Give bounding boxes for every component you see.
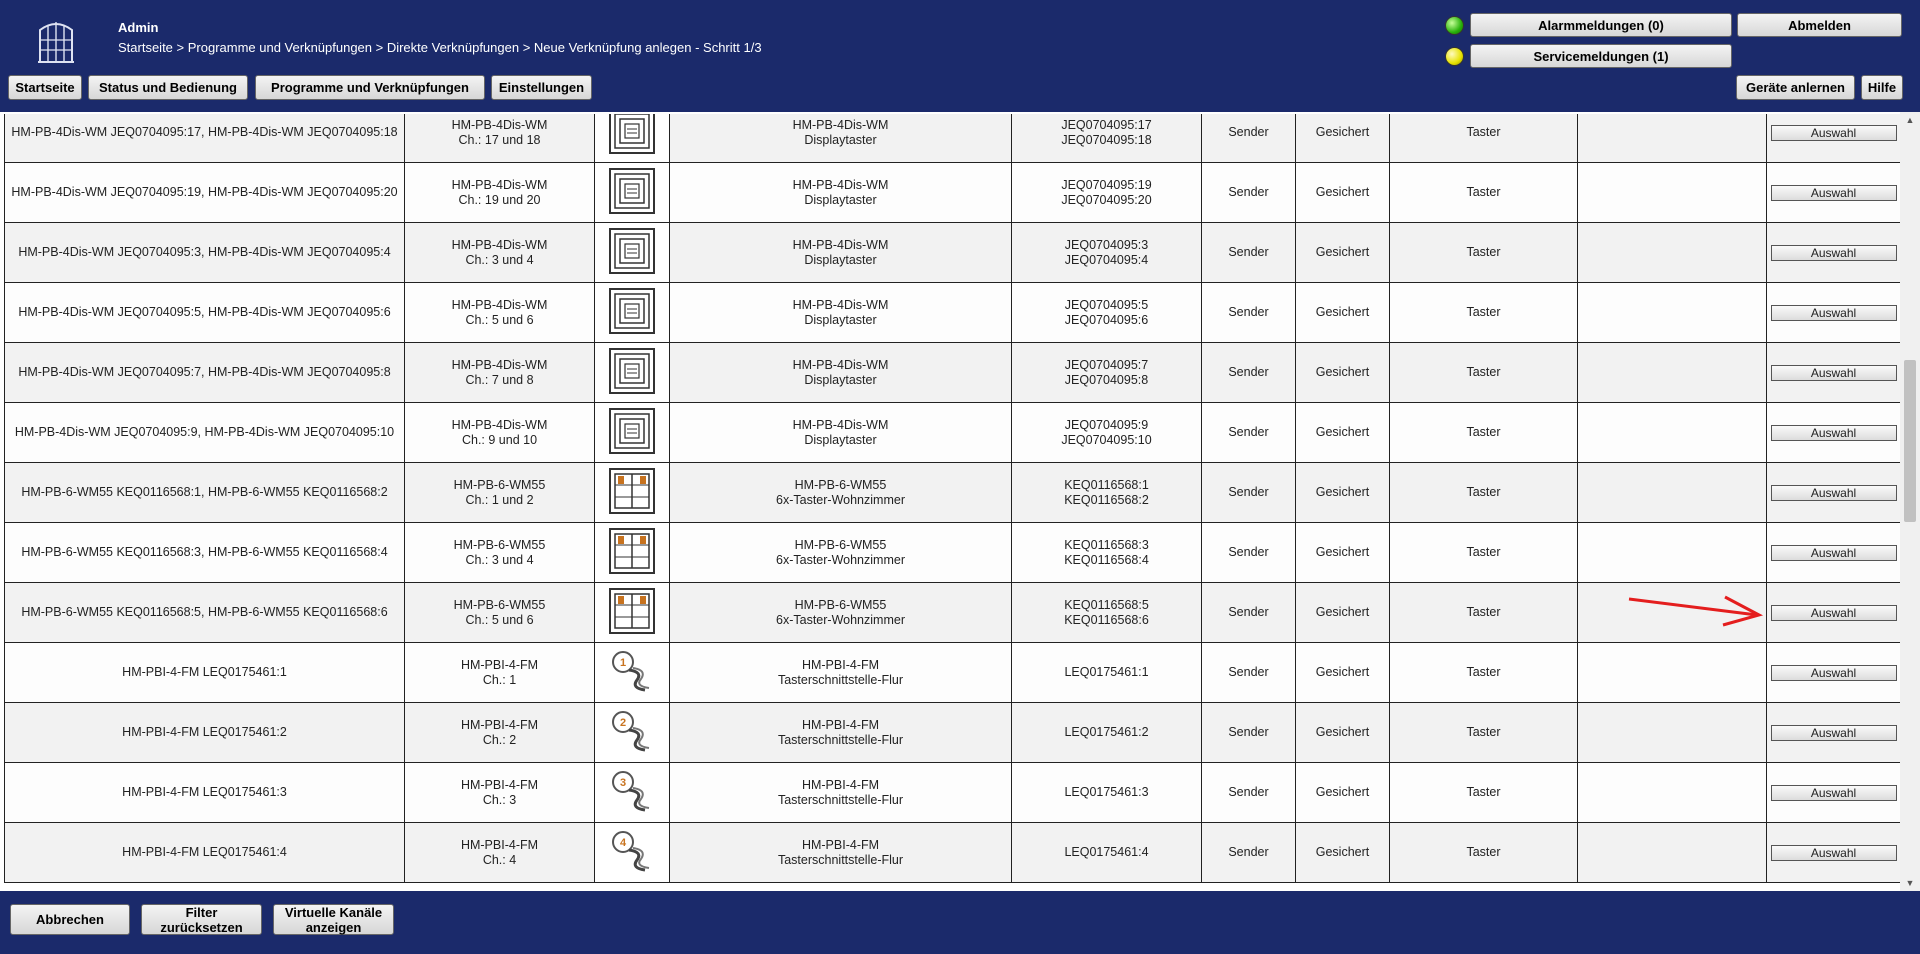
channel-name-cell: HM-PB-6-WM55 KEQ0116568:5, HM-PB-6-WM55 KEQ0116568:6 xyxy=(5,583,405,643)
function-cell: Taster xyxy=(1390,114,1578,163)
display-button-icon xyxy=(609,348,655,394)
channel-name-cell: HM-PBI-4-FM LEQ0175461:2 xyxy=(5,703,405,763)
device-type-cell xyxy=(405,583,595,643)
direction-cell: Sender xyxy=(1202,763,1296,823)
description-name: Displaytaster xyxy=(804,192,877,207)
description-name: Displaytaster xyxy=(804,372,877,387)
address-1: LEQ0175461:4 xyxy=(1064,845,1149,859)
description-name: Tasterschnittstelle-Flur xyxy=(777,732,904,747)
channel-badge-number: 1 xyxy=(619,656,627,669)
direction-cell: Sender xyxy=(1202,643,1296,703)
function-cell: Taster xyxy=(1390,283,1578,343)
alarm-status-icon xyxy=(1445,16,1464,35)
description-type: HM-PBI-4-FM xyxy=(801,657,880,672)
security-cell: Gesichert xyxy=(1296,114,1390,163)
channel-name-cell: HM-PBI-4-FM LEQ0175461:1 xyxy=(5,643,405,703)
channel-name-cell: HM-PB-4Dis-WM JEQ0704095:19, HM-PB-4Dis-WM JEQ0704095:20 xyxy=(5,163,405,223)
device-type-cell xyxy=(405,283,595,343)
channel-number: Ch.: 3 xyxy=(482,792,517,807)
scroll-up-icon[interactable]: ▲ xyxy=(1905,115,1915,125)
header-bar xyxy=(0,0,1920,112)
select-button[interactable]: Auswahl xyxy=(1771,305,1897,321)
description-type: HM-PBI-4-FM xyxy=(801,837,880,852)
address-2: JEQ0704095:8 xyxy=(1064,372,1149,387)
action-cell xyxy=(1767,823,1901,883)
description-name: Displaytaster xyxy=(804,252,877,267)
description-cell xyxy=(670,114,1012,163)
reset-filter-label-2: zurücksetzen xyxy=(160,919,243,935)
description-type: HM-PBI-4-FM xyxy=(801,777,880,792)
description-cell xyxy=(670,703,1012,763)
security-cell: Gesichert xyxy=(1296,823,1390,883)
description-name: Tasterschnittstelle-Flur xyxy=(777,852,904,867)
select-button[interactable]: Auswahl xyxy=(1771,425,1897,441)
action-cell xyxy=(1767,523,1901,583)
channel-name-cell: HM-PB-4Dis-WM JEQ0704095:9, HM-PB-4Dis-WM JEQ0704095:10 xyxy=(5,403,405,463)
extra-cell xyxy=(1578,223,1767,283)
logout-button[interactable]: Abmelden xyxy=(1737,13,1902,37)
button-interface-icon xyxy=(609,708,655,754)
device-image-cell xyxy=(595,163,670,223)
address-cell xyxy=(1012,703,1202,763)
channel-badge-number: 4 xyxy=(619,836,627,849)
extra-cell xyxy=(1578,823,1767,883)
device-type-cell xyxy=(405,223,595,283)
description-type: HM-PBI-4-FM xyxy=(801,717,880,732)
extra-cell xyxy=(1578,523,1767,583)
device-type: HM-PBI-4-FM xyxy=(460,657,539,672)
device-image-cell xyxy=(595,763,670,823)
device-type: HM-PB-4Dis-WM xyxy=(451,357,548,372)
service-status-icon xyxy=(1445,47,1464,66)
direction-cell: Sender xyxy=(1202,703,1296,763)
table-row[interactable] xyxy=(5,763,1901,823)
device-image-cell xyxy=(595,343,670,403)
description-cell xyxy=(670,583,1012,643)
function-cell: Taster xyxy=(1390,763,1578,823)
function-cell: Taster xyxy=(1390,163,1578,223)
action-cell xyxy=(1767,463,1901,523)
device-type-cell xyxy=(405,763,595,823)
table-row[interactable] xyxy=(5,223,1901,283)
table-row[interactable] xyxy=(5,583,1901,643)
address-1: KEQ0116568:5 xyxy=(1064,597,1149,612)
security-cell: Gesichert xyxy=(1296,283,1390,343)
channel-name-cell: HM-PB-4Dis-WM JEQ0704095:3, HM-PB-4Dis-WM JEQ0704095:4 xyxy=(5,223,405,283)
description-name: Tasterschnittstelle-Flur xyxy=(777,792,904,807)
select-button[interactable]: Auswahl xyxy=(1771,125,1897,141)
device-type: HM-PB-4Dis-WM xyxy=(451,297,548,312)
action-cell xyxy=(1767,583,1901,643)
device-image-cell xyxy=(595,583,670,643)
address-1: JEQ0704095:9 xyxy=(1064,417,1149,432)
channel-name-cell: HM-PB-6-WM55 KEQ0116568:1, HM-PB-6-WM55 KEQ0116568:2 xyxy=(5,463,405,523)
vertical-scrollbar[interactable] xyxy=(1900,112,1920,891)
address-cell xyxy=(1012,463,1202,523)
address-2: JEQ0704095:4 xyxy=(1064,252,1149,267)
function-cell: Taster xyxy=(1390,403,1578,463)
direction-cell: Sender xyxy=(1202,583,1296,643)
table-row[interactable] xyxy=(5,523,1901,583)
six-button-icon xyxy=(609,468,655,514)
table-row[interactable] xyxy=(5,463,1901,523)
direction-cell: Sender xyxy=(1202,223,1296,283)
description-cell xyxy=(670,163,1012,223)
description-cell xyxy=(670,643,1012,703)
scroll-down-icon[interactable]: ▼ xyxy=(1905,878,1915,888)
breadcrumb: Startseite > Programme und Verknüpfungen > Direkte Verknüpfungen > Neue Verknüpfung anlegen - Schritt 1/3 xyxy=(118,40,762,55)
channel-badge-number: 3 xyxy=(619,776,627,789)
table-row[interactable] xyxy=(5,114,1901,163)
table-row[interactable] xyxy=(5,643,1901,703)
channel-name-cell: HM-PB-4Dis-WM JEQ0704095:17, HM-PB-4Dis-WM JEQ0704095:18 xyxy=(5,114,405,163)
channel-number: Ch.: 5 und 6 xyxy=(465,612,534,627)
address-2: KEQ0116568:4 xyxy=(1064,552,1149,567)
table-row[interactable] xyxy=(5,703,1901,763)
security-cell: Gesichert xyxy=(1296,163,1390,223)
extra-cell xyxy=(1578,403,1767,463)
select-button[interactable]: Auswahl xyxy=(1771,725,1897,741)
address-2: JEQ0704095:6 xyxy=(1064,312,1149,327)
device-image-cell xyxy=(595,523,670,583)
direction-cell: Sender xyxy=(1202,823,1296,883)
extra-cell xyxy=(1578,283,1767,343)
address-cell xyxy=(1012,763,1202,823)
address-cell xyxy=(1012,343,1202,403)
extra-cell xyxy=(1578,463,1767,523)
description-name: 6x-Taster-Wohnzimmer xyxy=(776,492,905,507)
address-1: LEQ0175461:2 xyxy=(1064,725,1149,739)
extra-cell xyxy=(1578,643,1767,703)
extra-cell xyxy=(1578,343,1767,403)
cancel-button[interactable]: Abbrechen xyxy=(10,904,130,935)
channel-number: Ch.: 1 und 2 xyxy=(465,492,534,507)
action-cell xyxy=(1767,223,1901,283)
six-button-icon xyxy=(609,588,655,634)
action-cell xyxy=(1767,763,1901,823)
description-cell xyxy=(670,403,1012,463)
description-type: HM-PB-4Dis-WM xyxy=(792,357,889,372)
device-type-cell xyxy=(405,403,595,463)
address-1: JEQ0704095:17 xyxy=(1061,117,1152,132)
channel-number: Ch.: 2 xyxy=(482,732,517,747)
nav-startseite[interactable]: Startseite xyxy=(8,75,82,100)
address-2: KEQ0116568:2 xyxy=(1064,492,1149,507)
content-area xyxy=(0,112,1920,891)
description-type: HM-PB-4Dis-WM xyxy=(792,117,889,132)
device-type: HM-PB-6-WM55 xyxy=(453,597,546,612)
device-type: HM-PBI-4-FM xyxy=(460,777,539,792)
device-image-cell xyxy=(595,403,670,463)
address-2: JEQ0704095:10 xyxy=(1061,432,1152,447)
direction-cell: Sender xyxy=(1202,523,1296,583)
description-type: HM-PB-4Dis-WM xyxy=(792,417,889,432)
virtual-channels-label-2: anzeigen xyxy=(305,919,362,935)
select-button[interactable]: Auswahl xyxy=(1771,605,1897,621)
reset-filter-label-1: Filter xyxy=(185,904,218,920)
display-button-icon xyxy=(609,114,655,154)
select-button[interactable]: Auswahl xyxy=(1771,365,1897,381)
address-cell xyxy=(1012,643,1202,703)
address-1: JEQ0704095:19 xyxy=(1061,177,1152,192)
footer-bar xyxy=(0,891,1920,954)
table-row[interactable] xyxy=(5,163,1901,223)
direction-cell: Sender xyxy=(1202,283,1296,343)
display-button-icon xyxy=(609,408,655,454)
address-cell xyxy=(1012,403,1202,463)
device-type: HM-PB-4Dis-WM xyxy=(451,237,548,252)
teach-devices-button[interactable]: Geräte anlernen xyxy=(1736,75,1855,100)
user-name: Admin xyxy=(118,20,159,35)
description-cell xyxy=(670,823,1012,883)
address-cell xyxy=(1012,823,1202,883)
security-cell: Gesichert xyxy=(1296,763,1390,823)
help-button[interactable]: Hilfe xyxy=(1861,75,1903,100)
select-button[interactable]: Auswahl xyxy=(1771,185,1897,201)
device-type-cell xyxy=(405,643,595,703)
action-cell xyxy=(1767,114,1901,163)
channel-number: Ch.: 17 und 18 xyxy=(458,132,541,147)
address-cell xyxy=(1012,583,1202,643)
nav-status-und-bedienung[interactable]: Status und Bedienung xyxy=(88,75,248,100)
channel-number: Ch.: 5 und 6 xyxy=(465,312,534,327)
device-image-cell xyxy=(595,643,670,703)
select-button[interactable]: Auswahl xyxy=(1771,785,1897,801)
channel-name-cell: HM-PBI-4-FM LEQ0175461:4 xyxy=(5,823,405,883)
button-interface-icon xyxy=(609,648,655,694)
security-cell: Gesichert xyxy=(1296,223,1390,283)
device-type: HM-PB-4Dis-WM xyxy=(451,117,548,132)
address-1: KEQ0116568:3 xyxy=(1064,537,1149,552)
description-type: HM-PB-6-WM55 xyxy=(794,477,887,492)
function-cell: Taster xyxy=(1390,223,1578,283)
address-1: LEQ0175461:1 xyxy=(1064,665,1149,679)
action-cell xyxy=(1767,283,1901,343)
address-1: LEQ0175461:3 xyxy=(1064,785,1149,799)
channel-number: Ch.: 7 und 8 xyxy=(465,372,534,387)
description-cell xyxy=(670,763,1012,823)
table-row[interactable] xyxy=(5,343,1901,403)
security-cell: Gesichert xyxy=(1296,523,1390,583)
description-cell xyxy=(670,283,1012,343)
address-2: JEQ0704095:20 xyxy=(1061,192,1152,207)
security-cell: Gesichert xyxy=(1296,403,1390,463)
device-type-cell xyxy=(405,523,595,583)
action-cell xyxy=(1767,163,1901,223)
device-image-cell xyxy=(595,463,670,523)
display-button-icon xyxy=(609,228,655,274)
device-type-cell xyxy=(405,343,595,403)
action-cell xyxy=(1767,403,1901,463)
security-cell: Gesichert xyxy=(1296,343,1390,403)
virtual-channels-label-1: Virtuelle Kanäle xyxy=(284,904,383,920)
channel-number: Ch.: 3 und 4 xyxy=(465,552,534,567)
description-name: Displaytaster xyxy=(804,312,877,327)
channel-number: Ch.: 3 und 4 xyxy=(465,252,534,267)
select-button[interactable]: Auswahl xyxy=(1771,545,1897,561)
function-cell: Taster xyxy=(1390,343,1578,403)
address-1: JEQ0704095:3 xyxy=(1064,237,1149,252)
security-cell: Gesichert xyxy=(1296,463,1390,523)
select-button[interactable]: Auswahl xyxy=(1771,245,1897,261)
red-arrow-annotation-icon xyxy=(1625,587,1765,627)
description-type: HM-PB-6-WM55 xyxy=(794,597,887,612)
extra-cell xyxy=(1578,114,1767,163)
description-cell xyxy=(670,223,1012,283)
extra-cell xyxy=(1578,163,1767,223)
device-type: HM-PB-6-WM55 xyxy=(453,477,546,492)
address-cell xyxy=(1012,523,1202,583)
description-name: 6x-Taster-Wohnzimmer xyxy=(776,612,905,627)
channel-name-cell: HM-PB-4Dis-WM JEQ0704095:5, HM-PB-4Dis-WM JEQ0704095:6 xyxy=(5,283,405,343)
device-type-cell xyxy=(405,703,595,763)
description-type: HM-PB-6-WM55 xyxy=(794,537,887,552)
select-button[interactable]: Auswahl xyxy=(1771,845,1897,861)
address-cell xyxy=(1012,114,1202,163)
function-cell: Taster xyxy=(1390,703,1578,763)
show-virtual-channels-button[interactable] xyxy=(273,904,394,935)
security-cell: Gesichert xyxy=(1296,703,1390,763)
address-cell xyxy=(1012,163,1202,223)
action-cell xyxy=(1767,643,1901,703)
device-channel-table xyxy=(4,114,1900,883)
description-cell xyxy=(670,343,1012,403)
button-interface-icon xyxy=(609,768,655,814)
description-name: Displaytaster xyxy=(804,132,877,147)
description-name: Tasterschnittstelle-Flur xyxy=(777,672,904,687)
device-type: HM-PB-6-WM55 xyxy=(453,537,546,552)
button-interface-icon xyxy=(609,828,655,874)
device-type: HM-PBI-4-FM xyxy=(460,717,539,732)
address-2: JEQ0704095:18 xyxy=(1061,132,1152,147)
description-type: HM-PB-4Dis-WM xyxy=(792,237,889,252)
function-cell: Taster xyxy=(1390,463,1578,523)
device-image-cell xyxy=(595,223,670,283)
function-cell: Taster xyxy=(1390,583,1578,643)
reset-filter-button[interactable] xyxy=(141,904,262,935)
table-row[interactable] xyxy=(5,283,1901,343)
description-name: 6x-Taster-Wohnzimmer xyxy=(776,552,905,567)
description-cell xyxy=(670,463,1012,523)
address-cell xyxy=(1012,223,1202,283)
select-button[interactable]: Auswahl xyxy=(1771,665,1897,681)
address-1: JEQ0704095:5 xyxy=(1064,297,1149,312)
device-type: HM-PB-4Dis-WM xyxy=(451,417,548,432)
device-type: HM-PBI-4-FM xyxy=(460,837,539,852)
action-cell xyxy=(1767,343,1901,403)
display-button-icon xyxy=(609,288,655,334)
channel-number: Ch.: 19 und 20 xyxy=(458,192,541,207)
table-row[interactable] xyxy=(5,823,1901,883)
device-type-cell xyxy=(405,823,595,883)
security-cell: Gesichert xyxy=(1296,643,1390,703)
action-cell xyxy=(1767,703,1901,763)
channel-name-cell: HM-PB-4Dis-WM JEQ0704095:7, HM-PB-4Dis-WM JEQ0704095:8 xyxy=(5,343,405,403)
device-type-cell xyxy=(405,163,595,223)
device-type: HM-PB-4Dis-WM xyxy=(451,177,548,192)
direction-cell: Sender xyxy=(1202,463,1296,523)
direction-cell: Sender xyxy=(1202,403,1296,463)
description-cell xyxy=(670,523,1012,583)
security-cell: Gesichert xyxy=(1296,583,1390,643)
direction-cell: Sender xyxy=(1202,114,1296,163)
channel-number: Ch.: 9 und 10 xyxy=(461,432,538,447)
alarm-messages-button[interactable]: Alarmmeldungen (0) xyxy=(1470,13,1732,37)
description-type: HM-PB-4Dis-WM xyxy=(792,177,889,192)
channel-badge-number: 2 xyxy=(619,716,627,729)
device-image-cell xyxy=(595,703,670,763)
extra-cell xyxy=(1578,763,1767,823)
nav-einstellungen[interactable]: Einstellungen xyxy=(491,75,592,100)
display-button-icon xyxy=(609,168,655,214)
channel-name-cell: HM-PBI-4-FM LEQ0175461:3 xyxy=(5,763,405,823)
function-cell: Taster xyxy=(1390,823,1578,883)
device-table-container[interactable] xyxy=(4,114,1900,889)
service-messages-button[interactable]: Servicemeldungen (1) xyxy=(1470,44,1732,68)
address-2: KEQ0116568:6 xyxy=(1064,612,1149,627)
channel-name-cell: HM-PB-6-WM55 KEQ0116568:3, HM-PB-6-WM55 KEQ0116568:4 xyxy=(5,523,405,583)
table-row[interactable] xyxy=(5,403,1901,463)
address-1: JEQ0704095:7 xyxy=(1064,357,1149,372)
nav-programme-und-verknuepfungen[interactable]: Programme und Verknüpfungen xyxy=(255,75,485,100)
function-cell: Taster xyxy=(1390,643,1578,703)
device-type-cell xyxy=(405,114,595,163)
device-type-cell xyxy=(405,463,595,523)
address-1: KEQ0116568:1 xyxy=(1064,477,1149,492)
description-type: HM-PB-4Dis-WM xyxy=(792,297,889,312)
address-cell xyxy=(1012,283,1202,343)
function-cell: Taster xyxy=(1390,523,1578,583)
device-image-cell xyxy=(595,283,670,343)
select-button[interactable]: Auswahl xyxy=(1771,485,1897,501)
direction-cell: Sender xyxy=(1202,163,1296,223)
scrollbar-thumb[interactable] xyxy=(1904,360,1916,522)
extra-cell xyxy=(1578,703,1767,763)
direction-cell: Sender xyxy=(1202,343,1296,403)
channel-number: Ch.: 1 xyxy=(482,672,517,687)
description-name: Displaytaster xyxy=(804,432,877,447)
device-image-cell xyxy=(595,823,670,883)
six-button-icon xyxy=(609,528,655,574)
homematic-logo xyxy=(36,18,76,64)
device-image-cell xyxy=(595,114,670,163)
channel-number: Ch.: 4 xyxy=(482,852,517,867)
